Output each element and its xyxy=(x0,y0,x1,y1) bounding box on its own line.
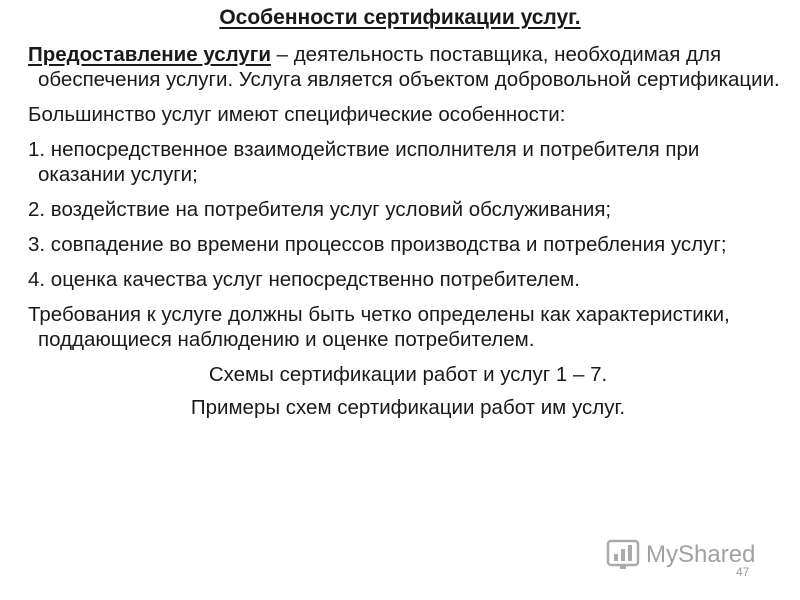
list-item-4: 4. оценка качества услуг непосредственно потребителем. xyxy=(28,268,580,291)
examples-line: Примеры схем сертификации работ им услуг. xyxy=(190,396,626,419)
features-intro: Большинство услуг имеют специфические особенности: xyxy=(28,103,566,126)
list-item-2: 2. воздействие на потребителя услуг условий обслуживания; xyxy=(28,198,612,221)
page-number: 47 xyxy=(736,565,750,579)
slide-content xyxy=(28,42,788,428)
slide-title: Особенности сертификации услуг. xyxy=(219,6,581,29)
definition-paragraph xyxy=(28,42,788,92)
schemes-line: Схемы сертификации работ и услуг 1 – 7. xyxy=(208,363,608,386)
list-item-3: 3. совпадение во времени процессов производства и потребления услуг; xyxy=(28,233,727,256)
watermark-text: MyShared xyxy=(646,541,756,568)
requirements-paragraph: Требования к услуге должны быть четко определены как характеристики, поддающиеся наблюдению и оценке потребителем. xyxy=(28,303,730,351)
definition-text: – деятельность поставщика, необходимая для обеспечения услуги. Услуга является объектом добровольной сертификации. xyxy=(38,43,780,91)
definition-term: Предоставление услуги xyxy=(28,43,271,66)
list-item-1: 1. непосредственное взаимодействие исполнителя и потребителя при оказании услуги; xyxy=(28,138,700,186)
myshared-logo-icon xyxy=(606,538,640,572)
myshared-watermark xyxy=(606,537,755,573)
